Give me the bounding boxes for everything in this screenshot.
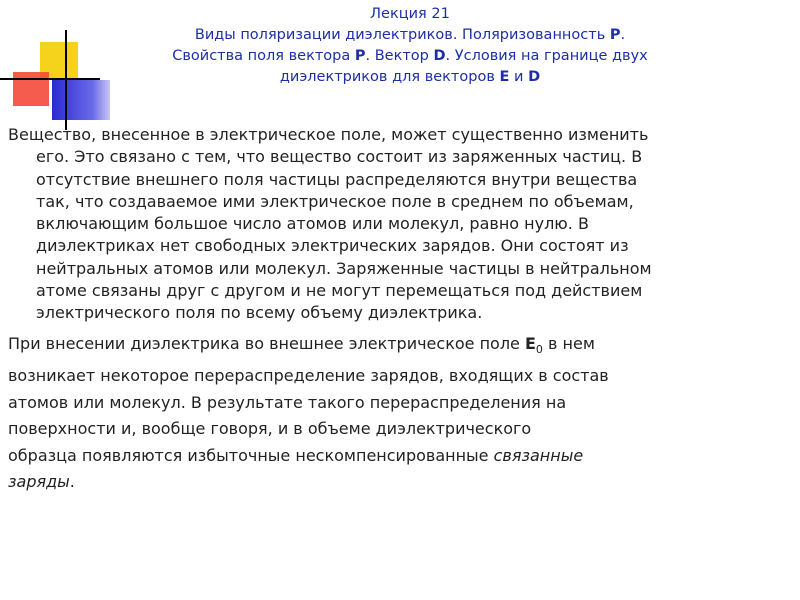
title-text: Виды поляризации диэлектриков. Поляризованность	[194, 27, 610, 43]
paragraph-1-line: включающим большое число атомов или молекул, равно нулю. В	[36, 214, 589, 234]
title-line-1: Лекция 21	[370, 6, 450, 22]
paragraph-2-line: поверхности и, вообще говоря, и в объеме диэлектрического	[8, 419, 532, 439]
paragraph-1-line: отсутствие внешнего поля частицы распределяются внутри вещества	[36, 169, 638, 189]
paragraph-2-line	[8, 443, 788, 470]
field-e0-subscript: 0	[535, 342, 543, 356]
paragraph-1-line: его. Это связано с тем, что вещество состоит из заряженных частиц. В	[36, 147, 643, 167]
title-line-2	[150, 25, 670, 46]
paragraph-2	[8, 331, 788, 496]
field-e0-symbol: E	[524, 333, 536, 353]
italic-term: связанные	[493, 445, 584, 465]
title-vector-d: D	[528, 69, 541, 85]
title-line-3	[150, 46, 670, 67]
paragraph-2-line: атомов или молекул. В результате такого перераспределения на	[8, 392, 567, 412]
title-text: .	[620, 27, 626, 43]
paragraph-1-line: Вещество, внесенное в электрическое поле, может существенно изменить	[8, 125, 649, 144]
paragraph-1-line: нейтральных атомов или молекул. Заряженные частицы в нейтральном	[36, 258, 652, 278]
title-text: диэлектриков для векторов	[279, 69, 500, 85]
title-text: . Условия на границе двух	[445, 48, 648, 64]
paragraph-2-line: возникает некоторое перераспределение зарядов, входящих в состав	[8, 366, 609, 386]
title-text: Свойства поля вектора	[172, 48, 355, 64]
logo-blue-square	[52, 80, 110, 120]
paragraph-2-line	[8, 331, 788, 364]
paragraph-2-line	[8, 469, 788, 496]
paragraph-1-line: так, что создаваемое ими электрическое поле в среднем по объемам,	[36, 191, 634, 211]
title-vector-p: P	[609, 27, 621, 43]
paragraph-1	[8, 124, 788, 325]
title-vector-p: P	[354, 48, 366, 64]
title-vector-e: E	[499, 69, 510, 85]
paragraph-1-line: диэлектриках нет свободных электрических зарядов. Они состоят из	[36, 236, 629, 256]
paragraph-2-text: образца появляются избыточные нескомпенсированные	[8, 445, 494, 465]
title-text: и	[509, 69, 529, 85]
slide-title	[150, 4, 670, 88]
slide-body	[8, 124, 788, 496]
italic-term: заряды	[8, 472, 70, 492]
title-text: . Вектор	[365, 48, 434, 64]
title-line-4	[150, 67, 670, 88]
paragraph-1-line: электрического поля по всему объему диэлектрика.	[36, 303, 483, 323]
paragraph-2-text: в нем	[542, 333, 595, 353]
paragraph-2-text: При внесении диэлектрика во внешнее электрическое поле	[8, 333, 525, 353]
title-vector-d: D	[433, 48, 446, 64]
logo-horizontal-line	[0, 78, 100, 80]
logo-vertical-line	[65, 30, 67, 130]
paragraph-1-line: атоме связаны друг с другом и не могут перемещаться под действием	[36, 281, 643, 301]
slide-logo-decoration	[0, 0, 110, 130]
paragraph-2-text: .	[69, 472, 75, 492]
